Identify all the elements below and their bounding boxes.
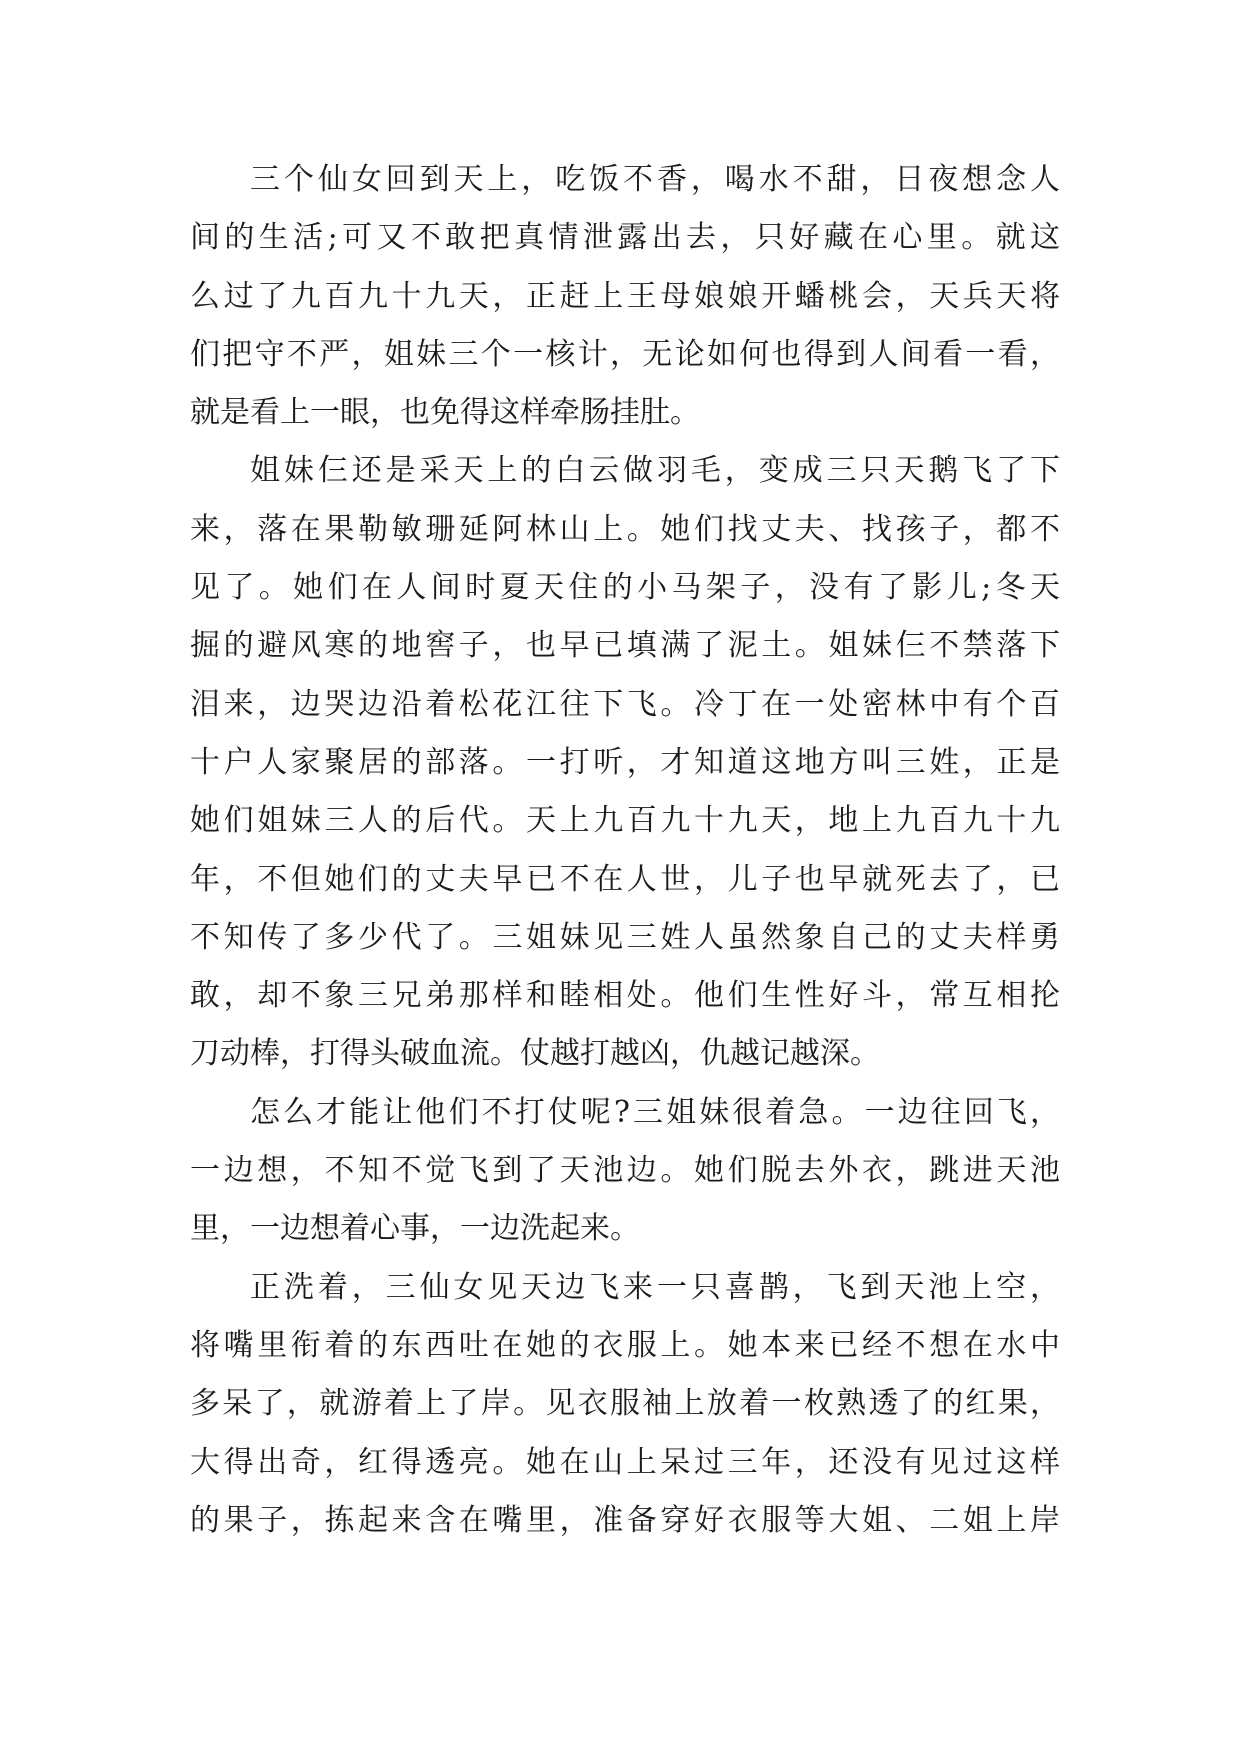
text-line: 一边想，不知不觉飞到了天池边。她们脱去外衣，跳进天池 xyxy=(190,1153,1060,1189)
text-line: 来，落在果勒敏珊延阿林山上。她们找丈夫、找孩子，都不 xyxy=(190,511,1060,547)
text-line: 多呆了，就游着上了岸。见衣服袖上放着一枚熟透了的红果， xyxy=(190,1386,1060,1422)
document-body xyxy=(190,151,1060,1550)
text-line: 就是看上一眼，也免得这样牵肠挂肚。 xyxy=(190,395,700,431)
text-line: 么过了九百九十九天，正赶上王母娘娘开蟠桃会，天兵天将 xyxy=(190,278,1060,314)
text-line: 间的生活;可又不敢把真情泄露出去，只好藏在心里。就这 xyxy=(190,220,1060,256)
text-line: 掘的避风寒的地窖子，也早已填满了泥土。姐妹仨不禁落下 xyxy=(190,628,1060,664)
text-line: 三个仙女回到天上，吃饭不香，喝水不甜，日夜想念人 xyxy=(250,162,1060,197)
text-line: 她们姐妹三人的后代。天上九百九十九天，地上九百九十九 xyxy=(190,803,1060,839)
text-line: 不知传了多少代了。三姐妹见三姓人虽然象自己的丈夫样勇 xyxy=(190,919,1060,955)
paragraph-4 xyxy=(190,1259,1060,1550)
text-line: 正洗着，三仙女见天边飞来一只喜鹊，飞到天池上空， xyxy=(250,1269,1060,1305)
text-line: 大得出奇，红得透亮。她在山上呆过三年，还没有见过这样 xyxy=(190,1444,1060,1480)
paragraph-2 xyxy=(190,442,1060,1083)
text-line: 将嘴里衔着的东西吐在她的衣服上。她本来已经不想在水中 xyxy=(190,1327,1060,1363)
text-line: 姐妹仨还是采天上的白云做羽毛，变成三只天鹅飞了下 xyxy=(250,453,1060,489)
text-line: 泪来，边哭边沿着松花江往下飞。冷丁在一处密林中有个百 xyxy=(190,686,1060,722)
text-line: 刀动棒，打得头破血流。仗越打越凶，仇越记越深。 xyxy=(190,1036,880,1072)
paragraph-1 xyxy=(190,151,1060,442)
text-line: 年，不但她们的丈夫早已不在人世，儿子也早就死去了，已 xyxy=(190,861,1060,897)
text-line: 见了。她们在人间时夏天住的小马架子，没有了影儿;冬天 xyxy=(190,570,1060,606)
text-line: 们把守不严，姐妹三个一核计，无论如何也得到人间看一看， xyxy=(190,336,1060,372)
text-line: 十户人家聚居的部落。一打听，才知道这地方叫三姓，正是 xyxy=(190,744,1060,780)
paragraph-3 xyxy=(190,1084,1060,1259)
text-line: 的果子，拣起来含在嘴里，准备穿好衣服等大姐、二姐上岸 xyxy=(190,1502,1060,1538)
text-line: 敢，却不象三兄弟那样和睦相处。他们生性好斗，常互相抡 xyxy=(190,978,1060,1014)
text-line: 怎么才能让他们不打仗呢?三姐妹很着急。一边往回飞， xyxy=(250,1094,1060,1130)
text-line: 里，一边想着心事，一边洗起来。 xyxy=(190,1211,640,1247)
